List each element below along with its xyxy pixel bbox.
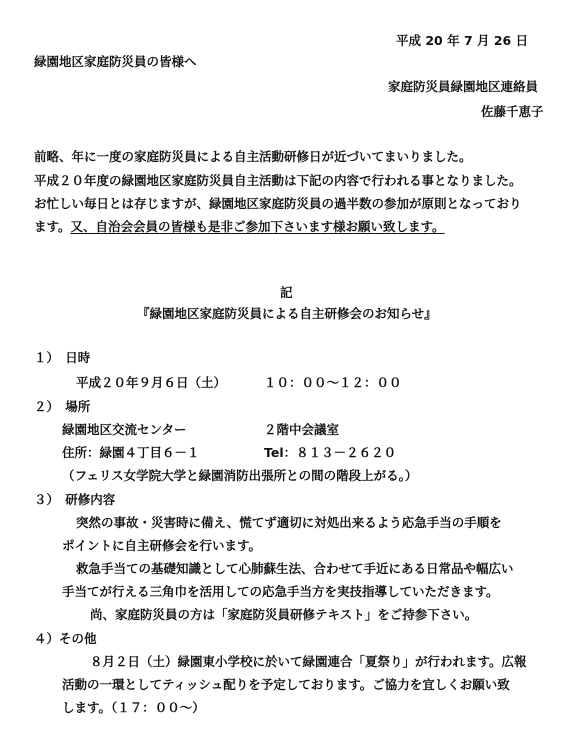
content-p2-line2: 手当てが行える三角巾を活用しての応急手当方を実技指導していただきます。 xyxy=(62,584,499,599)
section-4-label: ４）その他 xyxy=(34,631,97,646)
intro-line-4-start: ます。 xyxy=(34,219,71,234)
section-1-label: １） 日時 xyxy=(34,350,91,365)
intro-line-1: 前略、年に一度の家庭防災員による自主活動研修日が近づいてまいりました。 xyxy=(34,149,472,164)
content-p1-line1: 突然の事故・災害時に備え、慌てず適切に対処出来るよう応急手当の手順を xyxy=(76,515,502,530)
section-3-label: ３） 研修内容 xyxy=(34,492,116,507)
content-p3: 尚、家庭防災員の方は「家庭防災員研修テキスト」をご持参下さい。 xyxy=(90,607,478,622)
intro-line-4 xyxy=(34,219,445,235)
addressee: 緑園地区家庭防災員の皆様へ xyxy=(34,54,197,69)
other-line1: ８月２日（土）緑園東小学校に於いて緑園連合「夏祭り」が行われます。広報 xyxy=(90,654,527,669)
venue-address: 住所：緑園４丁目６－１ xyxy=(62,445,200,460)
sender-name: 佐藤千恵子 xyxy=(481,104,544,119)
event-time: １０：００～１２：００ xyxy=(264,375,402,390)
other-line2: 活動の一環としてティッシュ配りを予定しております。ご協力を宜しくお願い致 xyxy=(62,677,510,692)
intro-line-3: お忙しい毎日とは存じますが、緑園地区家庭防災員の過半数の参加が原則となっており xyxy=(34,196,522,211)
letter-date: 平成 20 年 7 月 26 日 xyxy=(396,33,529,48)
venue-room: ２階中会議室 xyxy=(264,422,340,437)
intro-line-4-underlined: 又、自治会会員の皆様も是非ご参加下さいます様お願い致します。 xyxy=(70,219,445,234)
section-2-label: ２） 場所 xyxy=(34,399,91,414)
intro-line-2: 平成２０年度の緑園地区家庭防災員自主活動は下記の内容で行われる事となりました。 xyxy=(34,173,522,188)
sender-org: 家庭防災員緑園地区連絡員 xyxy=(388,79,539,94)
content-p2-line1: 救急手当ての基礎知識として心肺蘇生法、合わせて手近にある日常品や幅広い xyxy=(76,561,514,576)
event-date: 平成２０年９月６日（土） xyxy=(76,375,227,390)
other-line3: します。（１７：００～） xyxy=(62,700,205,715)
content-p1-line2: ポイントに自主研修会を行います。 xyxy=(62,538,262,553)
venue-name: 緑園地区交流センター xyxy=(62,422,187,437)
ki-heading: 記 xyxy=(280,285,293,300)
venue-directions: （フェリス女学院大学と緑園消防出張所との間の階段上がる。） xyxy=(62,468,418,483)
notice-title: 『緑園地区家庭防災員による自主研修会のお知らせ』 xyxy=(137,306,437,321)
venue-tel: Tel：８１３－２６２０ xyxy=(264,445,397,460)
